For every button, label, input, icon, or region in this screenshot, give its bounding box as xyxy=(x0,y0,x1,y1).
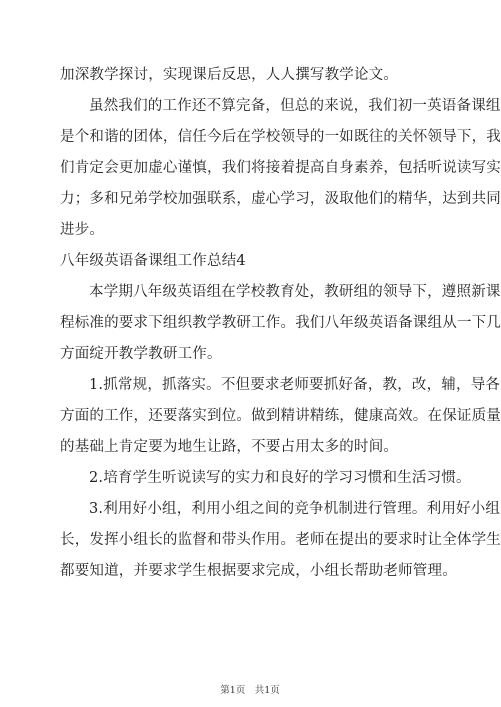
paragraph-line: 都要知道，并要求学生根据要求完成，小组长帮助老师管理。 xyxy=(60,563,457,579)
paragraph-line: 进步。 xyxy=(60,222,105,238)
document-body xyxy=(60,60,501,587)
paragraph-line: 3.利用好小组，利用小组之间的竞争机制进行管理。利用好小组 xyxy=(89,501,501,517)
paragraph-line: 的基础上肯定要为地生让路，不要占用太多的时间。 xyxy=(60,439,399,455)
paragraph-line: 虽然我们的工作还不算完备，但总的来说，我们初一英语备课组 xyxy=(89,98,501,114)
paragraph-line: 力；多和兄弟学校加强联系，虚心学习，汲取他们的精华，达到共同 xyxy=(60,191,501,207)
paragraph-line: 加深教学探讨，实现课后反思，人人撰写教学论文。 xyxy=(60,67,399,83)
paragraph-line: 2.培育学生听说读写的实力和良好的学习习惯和生活习惯。 xyxy=(89,470,471,486)
paragraph-line: 方面的工作，还要落实到位。做到精讲精练，健康高效。在保证质量 xyxy=(60,408,501,424)
page-footer: 第1页 共1页 xyxy=(220,685,280,696)
paragraph-line: 长，发挥小组长的监督和带头作用。老师在提出的要求时让全体学生 xyxy=(60,532,501,548)
paragraph-line: 方面绽开教学教研工作。 xyxy=(60,346,222,362)
section-heading: 八年级英语备课组工作总结4 xyxy=(60,253,246,269)
paragraph-line: 本学期八年级英语组在学校教育处，教研组的领导下，遵照新课 xyxy=(89,284,501,300)
paragraph-line: 是个和谐的团体，信任今后在学校领导的一如既往的关怀领导下，我 xyxy=(60,129,501,145)
paragraph-line: 1.抓常规，抓落实。不但要求老师要抓好备，教，改，辅，导各 xyxy=(89,377,501,393)
paragraph-line: 程标准的要求下组织教学教研工作。我们八年级英语备课组从一下几 xyxy=(60,315,501,331)
paragraph-line: 们肯定会更加虚心谨慎，我们将接着提高自身素养，包括听说读写实 xyxy=(60,160,501,176)
